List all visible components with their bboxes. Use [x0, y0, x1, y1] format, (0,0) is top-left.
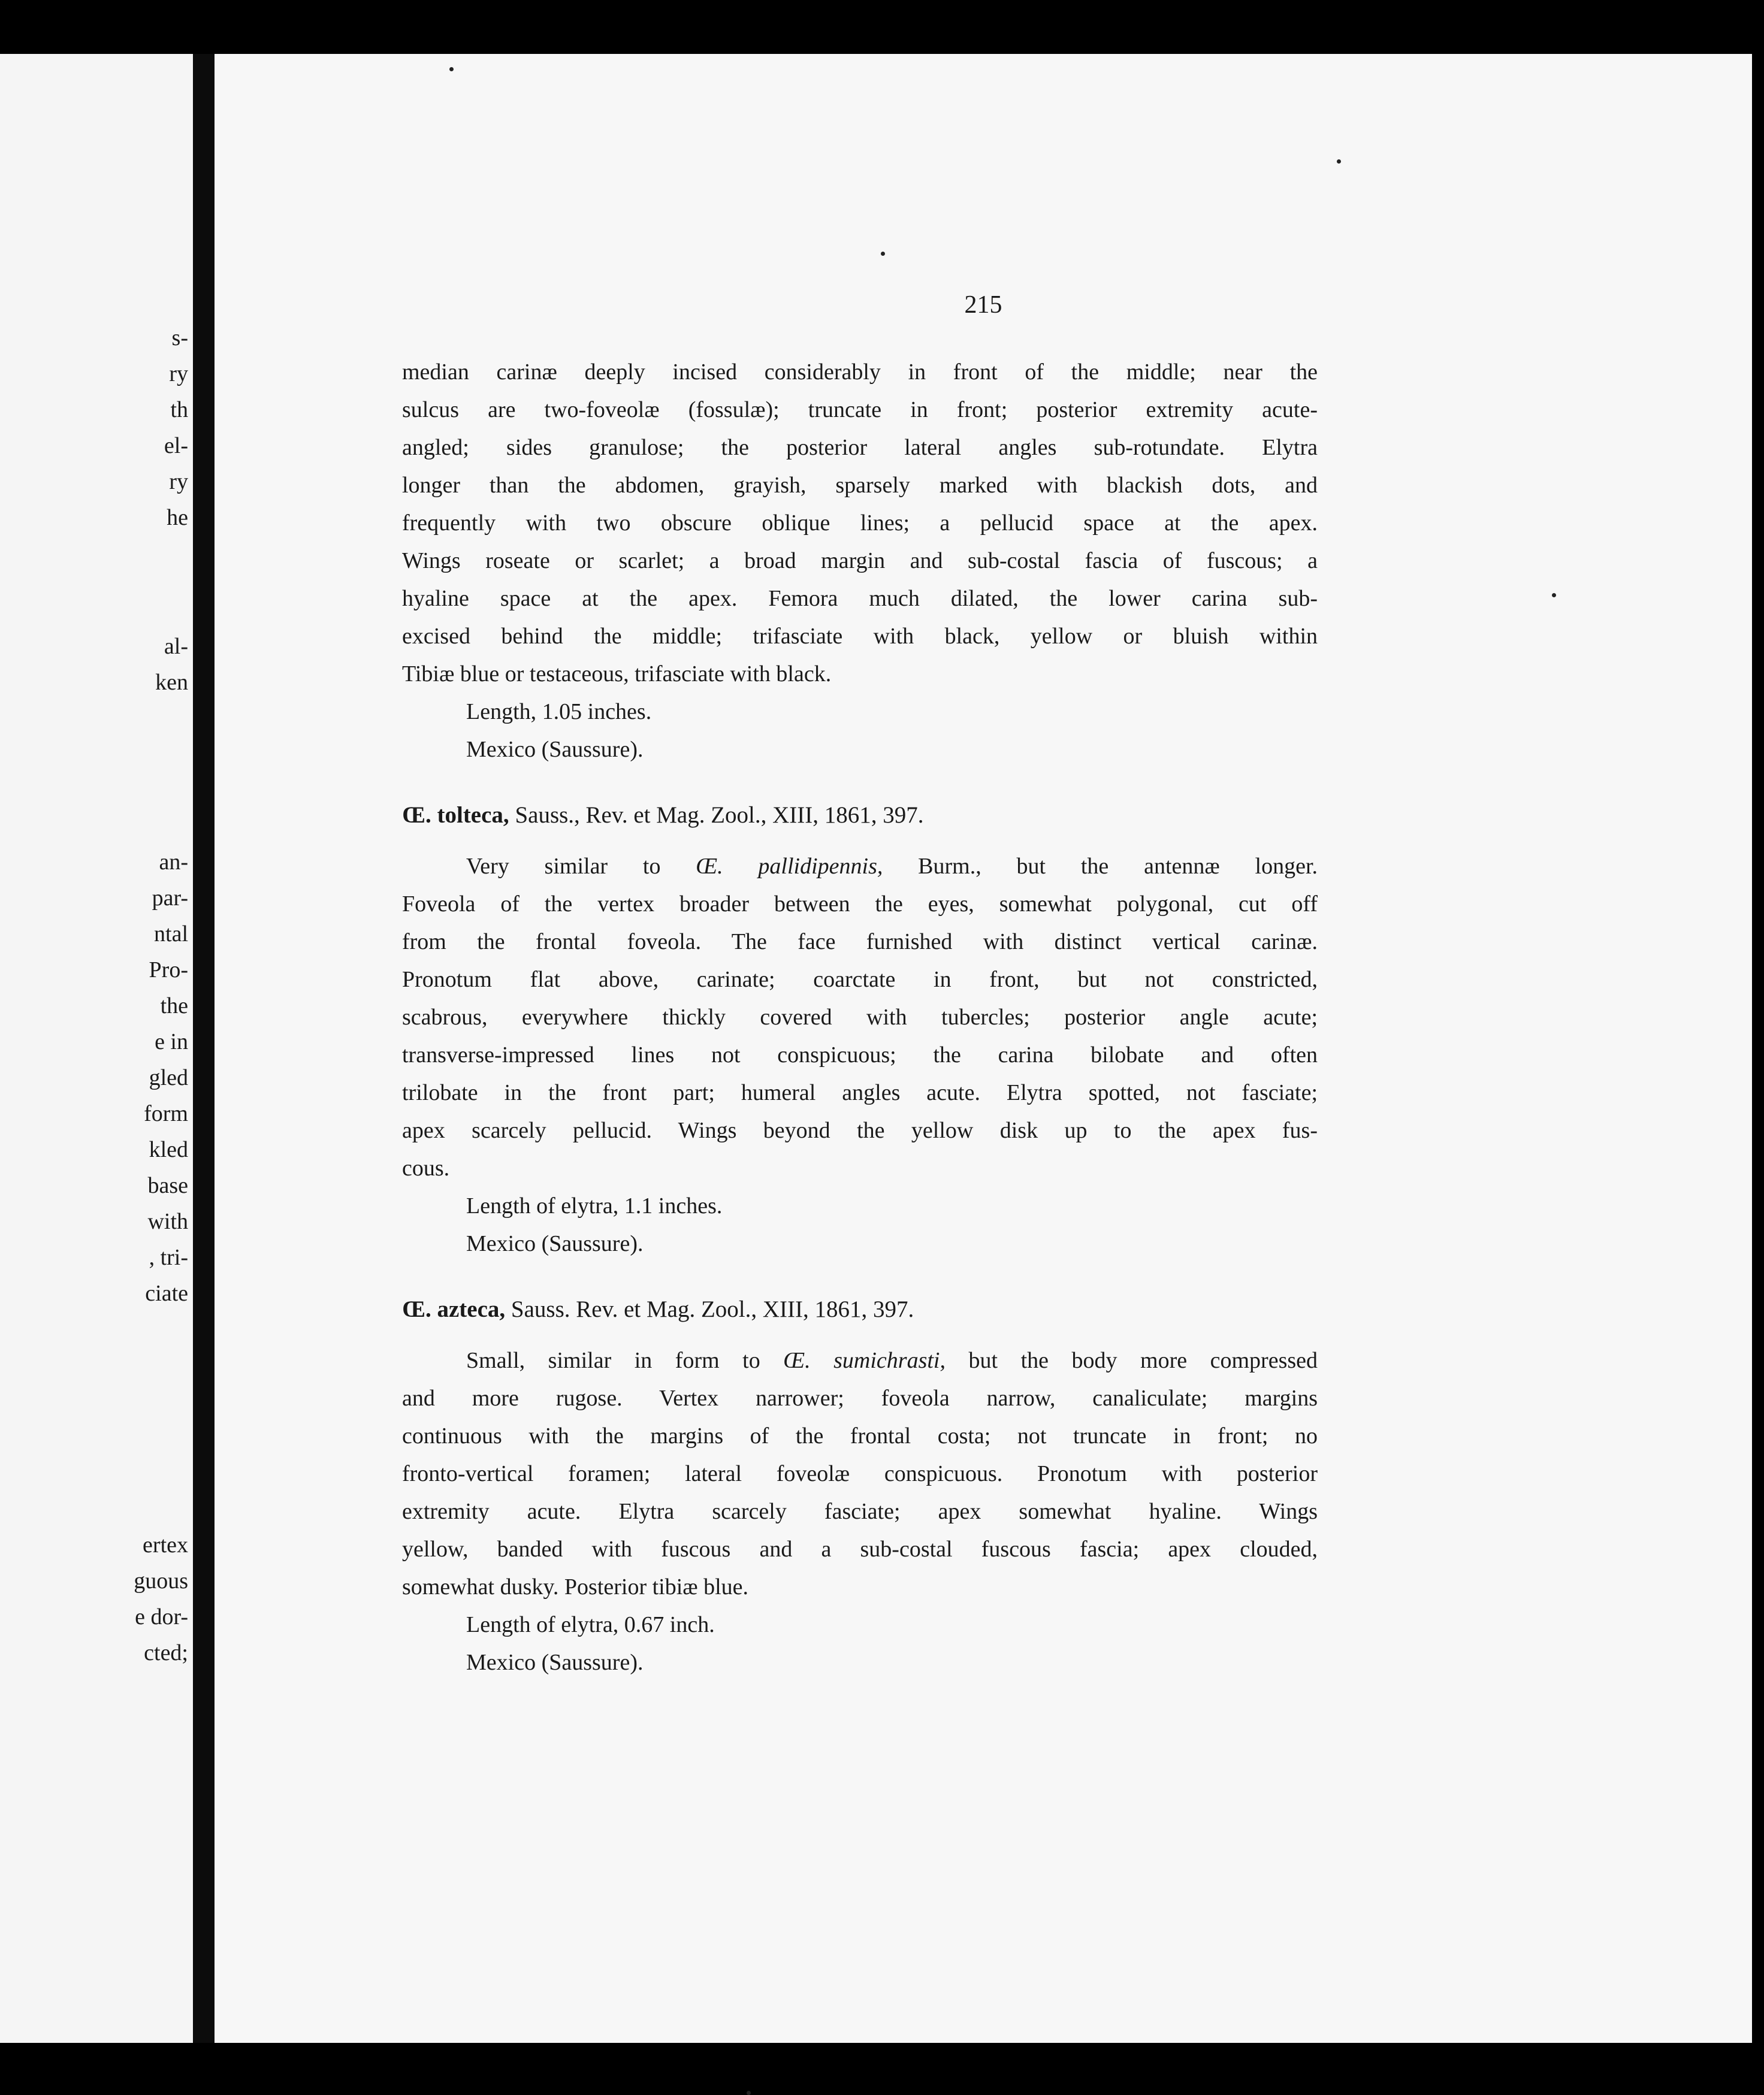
locality-line: Mexico (Saussure). — [466, 1650, 644, 1675]
genus-name: Œ. — [402, 802, 431, 828]
species-heading — [402, 803, 1318, 827]
text-line: somewhat dusky. Posterior tibiæ blue. — [402, 1574, 749, 1600]
text-line: trilobate in the front part; humeral angles acute. Elytra spotted, not fasciate; — [402, 1080, 1318, 1105]
text-line: Wings roseate or scarlet; a broad margin and sub-costal fascia of fuscous; a — [402, 548, 1318, 573]
left-page-fragment: with — [147, 1209, 188, 1234]
left-page-fragment: cted; — [144, 1640, 188, 1665]
text-line: frequently with two obscure oblique lines; a pellucid space at the apex. — [402, 510, 1318, 536]
text-line: sulcus are two-foveolæ (fossulæ); truncate in front; posterior extremity acute- — [402, 397, 1318, 422]
text-line: apex scarcely pellucid. Wings beyond the yellow disk up to the apex fus- — [402, 1118, 1318, 1143]
left-page-fragment: he — [167, 505, 188, 530]
left-page-fragment: par- — [152, 885, 188, 911]
text-line: Small, similar in form to Œ. sumichrasti, but the body more compressed — [466, 1348, 1318, 1373]
left-page-fragment: gled — [149, 1065, 188, 1090]
left-page-fragment: e dor- — [135, 1604, 188, 1630]
text-line: extremity acute. Elytra scarcely fasciate; apex somewhat hyaline. Wings — [402, 1499, 1318, 1524]
left-page-fragment: ertex — [143, 1532, 188, 1558]
left-page-fragment: e in — [155, 1029, 188, 1054]
left-page-fragment: th — [170, 397, 188, 422]
text-line: Foveola of the vertex broader between the eyes, somewhat polygonal, cut off — [402, 891, 1318, 917]
locality-line: Mexico (Saussure). — [466, 1231, 644, 1256]
text-line: longer than the abdomen, grayish, sparsely marked with blackish dots, and — [402, 473, 1318, 498]
left-page-fragment: ciate — [145, 1281, 188, 1306]
text-line: and more rugose. Vertex narrower; foveola narrow, canaliculate; margins — [402, 1386, 1318, 1411]
speck — [881, 252, 885, 256]
text-line: angled; sides granulose; the posterior lateral angles sub-rotundate. Elytra — [402, 435, 1318, 460]
length-line: Length of elytra, 1.1 inches. — [466, 1193, 723, 1219]
book-gutter — [193, 54, 215, 2043]
left-page-fragment: ry — [169, 361, 188, 386]
text-line: yellow, banded with fuscous and a sub-costal fuscous fascia; apex clouded, — [402, 1537, 1318, 1562]
text-line: Tibiæ blue or testaceous, trifasciate with black. — [402, 661, 832, 687]
left-page-fragment: ken — [155, 670, 188, 695]
species-name: azteca, — [437, 1296, 506, 1322]
left-page-fragment: form — [144, 1101, 188, 1126]
length-line: Length of elytra, 0.67 inch. — [466, 1612, 715, 1637]
left-page-fragment: the — [160, 993, 188, 1018]
text-line: transverse-impressed lines not conspicuous; the carina bilobate and often — [402, 1042, 1318, 1068]
text-line: continuous with the margins of the frontal costa; not truncate in front; no — [402, 1423, 1318, 1449]
left-page-fragment: el- — [164, 433, 188, 458]
text-line: Very similar to Œ. pallidipennis, Burm., but the antennæ longer. — [466, 854, 1318, 879]
text-line: Pronotum flat above, carinate; coarctate in front, but not constricted, — [402, 967, 1318, 992]
species-heading — [402, 1298, 1318, 1321]
length-line: Length, 1.05 inches. — [466, 699, 652, 724]
left-page-fragment: s- — [171, 325, 188, 350]
left-page-fragment: kled — [149, 1137, 188, 1162]
text-line: cous. — [402, 1156, 450, 1181]
text-line: median carinæ deeply incised considerably in front of the middle; near the — [402, 359, 1318, 385]
text-line: hyaline space at the apex. Femora much dilated, the lower carina sub- — [402, 586, 1318, 611]
species-citation: Sauss. Rev. et Mag. Zool., XIII, 1861, 397. — [511, 1296, 914, 1322]
text-line: fronto-vertical foramen; lateral foveolæ conspicuous. Pronotum with posterior — [402, 1461, 1318, 1486]
left-page-fragment: al- — [164, 634, 188, 659]
locality-line: Mexico (Saussure). — [466, 737, 644, 762]
speck — [1552, 593, 1556, 597]
text-line: from the frontal foveola. The face furnished with distinct vertical carinæ. — [402, 929, 1318, 954]
text-line: excised behind the middle; trifasciate with black, yellow or bluish within — [402, 624, 1318, 649]
left-page-fragment: ry — [169, 469, 188, 494]
page-number: 215 — [964, 291, 1002, 319]
right-page — [215, 54, 1752, 2043]
left-page-fragment: Pro- — [149, 957, 188, 982]
left-page-fragment: ntal — [154, 921, 188, 947]
left-page-fragment: base — [147, 1173, 188, 1198]
speck — [449, 67, 454, 71]
species-name: tolteca, — [437, 802, 509, 828]
species-citation: Sauss., Rev. et Mag. Zool., XIII, 1861, 397. — [515, 802, 924, 828]
left-page-fragment: guous — [134, 1568, 188, 1594]
speck — [1337, 159, 1341, 164]
left-page-fragment: , tri- — [149, 1245, 188, 1270]
text-line: scabrous, everywhere thickly covered with tubercles; posterior angle acute; — [402, 1005, 1318, 1030]
left-page-edge — [0, 54, 193, 2043]
left-page-fragment: an- — [159, 850, 188, 875]
genus-name: Œ. — [402, 1296, 431, 1322]
